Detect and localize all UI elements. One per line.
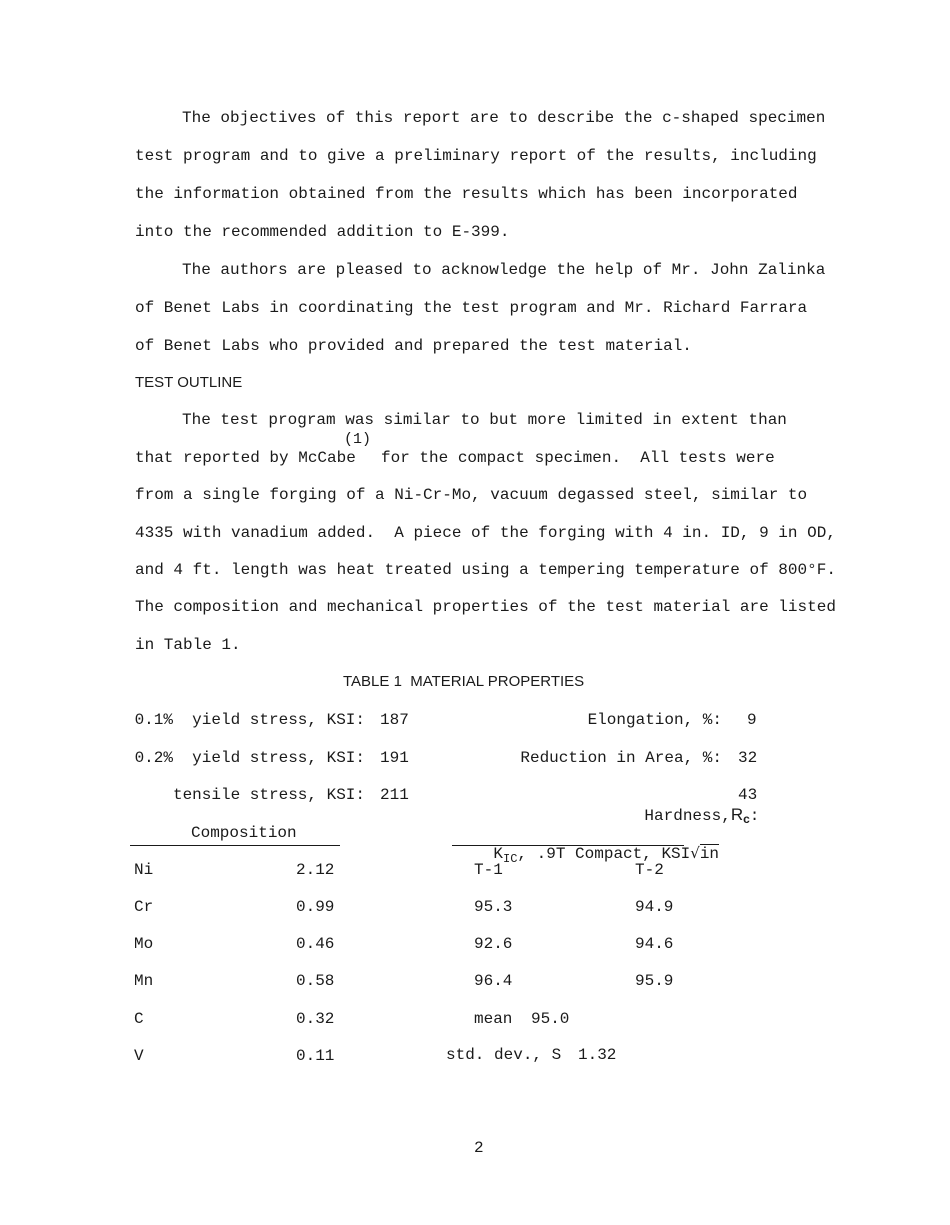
mech-left-label: tensile stress, KSI: <box>172 786 365 804</box>
paragraph-2-line-2: of Benet Labs in coordinating the test program and Mr. Richard Farrara <box>135 299 808 317</box>
composition-value: 2.12 <box>296 861 335 879</box>
rockwell-symbol: R <box>730 805 744 824</box>
mech-left-value: 211 <box>380 786 409 804</box>
std-dev-value: 1.32 <box>578 1046 617 1064</box>
paragraph-3-line-2-start: that reported by McCabe <box>135 449 356 467</box>
mech-left-label: 0.1% yield stress, KSI: <box>134 711 365 729</box>
composition-element: Ni <box>134 861 154 879</box>
paragraph-3-line-7: in Table 1. <box>135 636 241 654</box>
composition-value: 0.58 <box>296 972 335 990</box>
composition-value: 0.46 <box>296 935 335 953</box>
mech-left-label: 0.2% yield stress, KSI: <box>134 749 365 767</box>
kic-header-rule <box>452 845 684 846</box>
mech-right-value: 32 <box>738 749 758 767</box>
sqrt-symbol: √ <box>690 844 700 862</box>
paragraph-2-line-3: of Benet Labs who provided and prepared the test material. <box>135 337 692 355</box>
std-dev-label: std. dev., S <box>446 1046 562 1064</box>
paragraph-1-line-3: the information obtained from the results which has been incorporated <box>135 185 798 203</box>
section-heading: TEST OUTLINE <box>135 374 243 391</box>
kic-value: 94.6 <box>635 935 674 953</box>
kic-column-header: T-1 <box>474 861 503 879</box>
page-number: 2 <box>474 1139 484 1157</box>
reference-marker: (1) <box>344 431 372 448</box>
kic-value: 95.3 <box>474 898 513 916</box>
kic-header-text: , .9T Compact, KSI <box>517 845 691 863</box>
paragraph-1-line-2: test program and to give a preliminary report of the results, including <box>135 147 817 165</box>
composition-element: C <box>134 1010 144 1028</box>
kic-subscript: IC <box>503 852 518 866</box>
paragraph-3-line-6: The composition and mechanical properties of the test material are listed <box>135 598 836 616</box>
hardness-value: 43 <box>738 786 758 804</box>
mech-right-label: Reduction in Area, %: <box>520 749 722 767</box>
hardness-colon: : <box>749 807 760 825</box>
mech-left-value: 191 <box>380 749 409 767</box>
composition-element: Mo <box>134 935 154 953</box>
mean-value: 95.0 <box>531 1010 570 1028</box>
paragraph-3-line-1: The test program was similar to but more limited in extent than <box>182 411 787 429</box>
kic-unit: in <box>699 845 720 863</box>
mech-right-value: 9 <box>747 711 757 729</box>
paragraph-3-line-5: and 4 ft. length was heat treated using a tempering temperature of 800°F. <box>135 561 836 579</box>
composition-value: 0.11 <box>296 1047 335 1065</box>
paragraph-2-line-1: The authors are pleased to acknowledge the help of Mr. John Zalinka <box>182 261 826 279</box>
kic-value: 96.4 <box>474 972 513 990</box>
composition-value: 0.32 <box>296 1010 335 1028</box>
paragraph-3-line-4: 4335 with vanadium added. A piece of the forging with 4 in. ID, 9 in OD, <box>135 524 836 542</box>
kic-symbol: K <box>493 845 504 863</box>
table-title: TABLE 1 MATERIAL PROPERTIES <box>343 673 585 690</box>
kic-value: 92.6 <box>474 935 513 953</box>
kic-value: 95.9 <box>635 972 674 990</box>
composition-header-rule <box>130 845 340 846</box>
composition-element: Cr <box>134 898 154 916</box>
paragraph-1-line-1: The objectives of this report are to describe the c-shaped specimen <box>182 109 826 127</box>
composition-element: Mn <box>134 972 154 990</box>
composition-header: Composition <box>191 824 297 842</box>
hardness-text: Hardness, <box>644 807 731 825</box>
mech-left-value: 187 <box>380 711 409 729</box>
kic-column-header: T-2 <box>635 861 664 879</box>
paragraph-3-line-3: from a single forging of a Ni-Cr-Mo, vacuum degassed steel, similar to <box>135 486 808 504</box>
mean-label: mean <box>474 1010 513 1028</box>
composition-value: 0.99 <box>296 898 335 916</box>
kic-value: 94.9 <box>635 898 674 916</box>
paragraph-3-line-2-end: for the compact specimen. All tests were <box>381 449 775 467</box>
rockwell-subscript: c <box>743 812 750 826</box>
composition-element: V <box>134 1047 144 1065</box>
mech-right-label: Elongation, %: <box>587 711 722 729</box>
paragraph-1-line-4: into the recommended addition to E-399. <box>135 223 510 241</box>
